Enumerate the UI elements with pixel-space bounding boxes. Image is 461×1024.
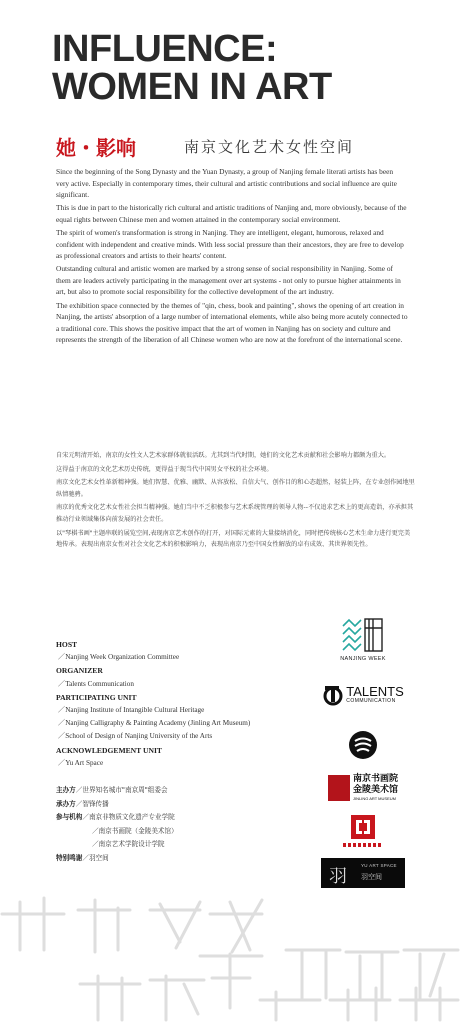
english-credits [56, 638, 316, 770]
credit-heading-acknowledgement: ACKNOWLEDGEMENT UNIT [56, 745, 162, 755]
subtitle-chinese: 南京文化艺术女性空间 [184, 138, 355, 156]
cn-credit-thanks: 特别鸣谢／羽空间 [56, 853, 109, 862]
title-line-2: WOMEN IN ART [52, 66, 332, 108]
title-line-1: INFLUENCE: [52, 28, 278, 70]
university-seal-icon [350, 814, 376, 840]
talents-icon [322, 684, 344, 706]
nanjing-week-caption: NANJING WEEK [340, 656, 386, 662]
cn-credit-participants: 参与机构／南京非物质文化遗产专业学院 [56, 813, 175, 821]
talents-text: TALENTS [346, 684, 404, 699]
en-paragraph-4: Outstanding cultural and artistic women are marked by a strong sense of social responsibility in Nanjing. Some of them are leaders actively participating in the management over art systems - not only to pursue higher attainments in art, but also to promote social responsibility for the collective development of the art industry. [56, 264, 401, 297]
cn-paragraph-2: 这得益于南京的文化艺术历史传统，更得益于现当代中国男女平权的社会环境。 [56, 465, 273, 473]
en-paragraph-1: Since the beginning of the Song Dynasty and the Yuan Dynasty, a group of Nanjing female literati artists has been very active. Especially in contemporary times, their cultural and artistic contributions and social influence are quite significant. [56, 167, 397, 200]
cn-paragraph-5: 以"琴棋书画"主题串联的展览空间,表现南京艺术创作的打开，对国际元素的大量接纳消化，同时把传统核心艺术生命力进行更完美地传承。表现出南京女性对社会文化艺术的积极影响力，表现出南京乃至中国女性解放的卓有成效、其世界领先性。 [56, 529, 411, 549]
en-paragraph-3: The spirit of women's transformation is strong in Nanjing. They are intelligent, elegant, humorous, relaxed and confident with independent and creative minds. With less social pressure than their ancestors, they are free to develop as professional creators and artists to their hearts' content. [56, 227, 404, 261]
cn-paragraph-3: 南京文化艺术女性革新精神强。她们智慧、优雅、幽默、从容放松、自信大气、创作目的和心态超然，轻装上阵，在专业创作园地里纵情驰骋。 [56, 479, 415, 498]
intangible-heritage-logo [318, 730, 408, 760]
chinese-credits [56, 784, 316, 865]
credit-heading-participating: PARTICIPATING UNIT [56, 692, 137, 702]
cn-credit-host: 主办方／世界知名城市"南京周"组委会 [56, 786, 168, 794]
cn-paragraph-1: 自宋元明清开始，南京的女性文人艺术家群体就很活跃。尤其到当代时期，她们的文化艺术贡献和社会影响力都颇为重大。 [56, 452, 391, 459]
heritage-emblem-icon [348, 730, 378, 760]
talents-logo [318, 684, 408, 706]
cn-credit-participant: ／南京书画院（金陵美术馆） [92, 826, 178, 835]
en-paragraph-5: The exhibition space connected by the themes of "qin, chess, book and painting", shows the opening of art creation in Nanjing, the artists' absorption of a large number of international elements, while also being more acutely connected to a traditional core. This shows the positive impact that the art of women in Nanjing has on society and culture and represents the strength of the liberation of all Chinese women who are now at the forefront of the international scene. [56, 300, 408, 345]
yu-cn-caption: 羽空间 [361, 873, 382, 881]
credit-value: ／School of Design of Nanjing University of the Arts [58, 732, 213, 741]
nanjing-arts-university-logo [318, 814, 408, 847]
museum-name-2: 金陵美术馆 [352, 785, 398, 795]
jinling-art-museum-logo [318, 774, 408, 801]
en-paragraph-2: This is due in part to the historically rich cultural and artistic traditions of Nanjing and, more obviously, because of the equal rights between Chinese men and women attained in the contemporary social environment. [56, 203, 407, 224]
credit-value: ／Yu Art Space [58, 758, 104, 767]
yu-glyph: 羽 [329, 866, 347, 887]
credit-value: ／Nanjing Calligraphy & Painting Academy (Jinling Art Museum) [58, 719, 251, 728]
subtitle-red: 她・影响 [56, 136, 136, 160]
yu-caption: YU ART SPACE [361, 863, 397, 868]
credit-value: ／Nanjing Week Organization Committee [58, 653, 180, 662]
nanjing-week-logo [318, 616, 408, 662]
museum-name-en: JINLING ART MUSEUM [352, 796, 396, 801]
cn-credit-organizer: 承办方／智锋传播 [56, 799, 109, 808]
credit-heading-organizer: ORGANIZER [56, 666, 103, 676]
museum-seal-icon [328, 775, 350, 801]
chinese-text [56, 450, 416, 553]
cn-paragraph-4: 南京的优秀文化艺术女性社会担当精神强。她们当中不乏积极参与艺术系统管理的领导人物--不仅追求艺术上的更高造诣，亦承担其推动行业领域集体向前发展的社会责任。 [56, 504, 414, 523]
talents-sub: COMMUNICATION [346, 698, 396, 704]
main-title [52, 30, 452, 106]
subtitle-row [56, 132, 436, 160]
credit-heading-host: HOST [56, 640, 78, 649]
credit-value: ／Talents Communication [58, 679, 134, 688]
credit-value: ／Nanjing Institute of Intangible Cultural Heritage [58, 706, 205, 715]
nanjing-week-icon [341, 616, 385, 656]
university-script-mark [343, 843, 383, 847]
decorative-strokes [0, 880, 461, 1024]
english-text [56, 166, 408, 347]
cn-credit-participant: ／南京艺术学院设计学院 [92, 840, 165, 848]
museum-name-1: 南京书画院 [352, 774, 398, 784]
